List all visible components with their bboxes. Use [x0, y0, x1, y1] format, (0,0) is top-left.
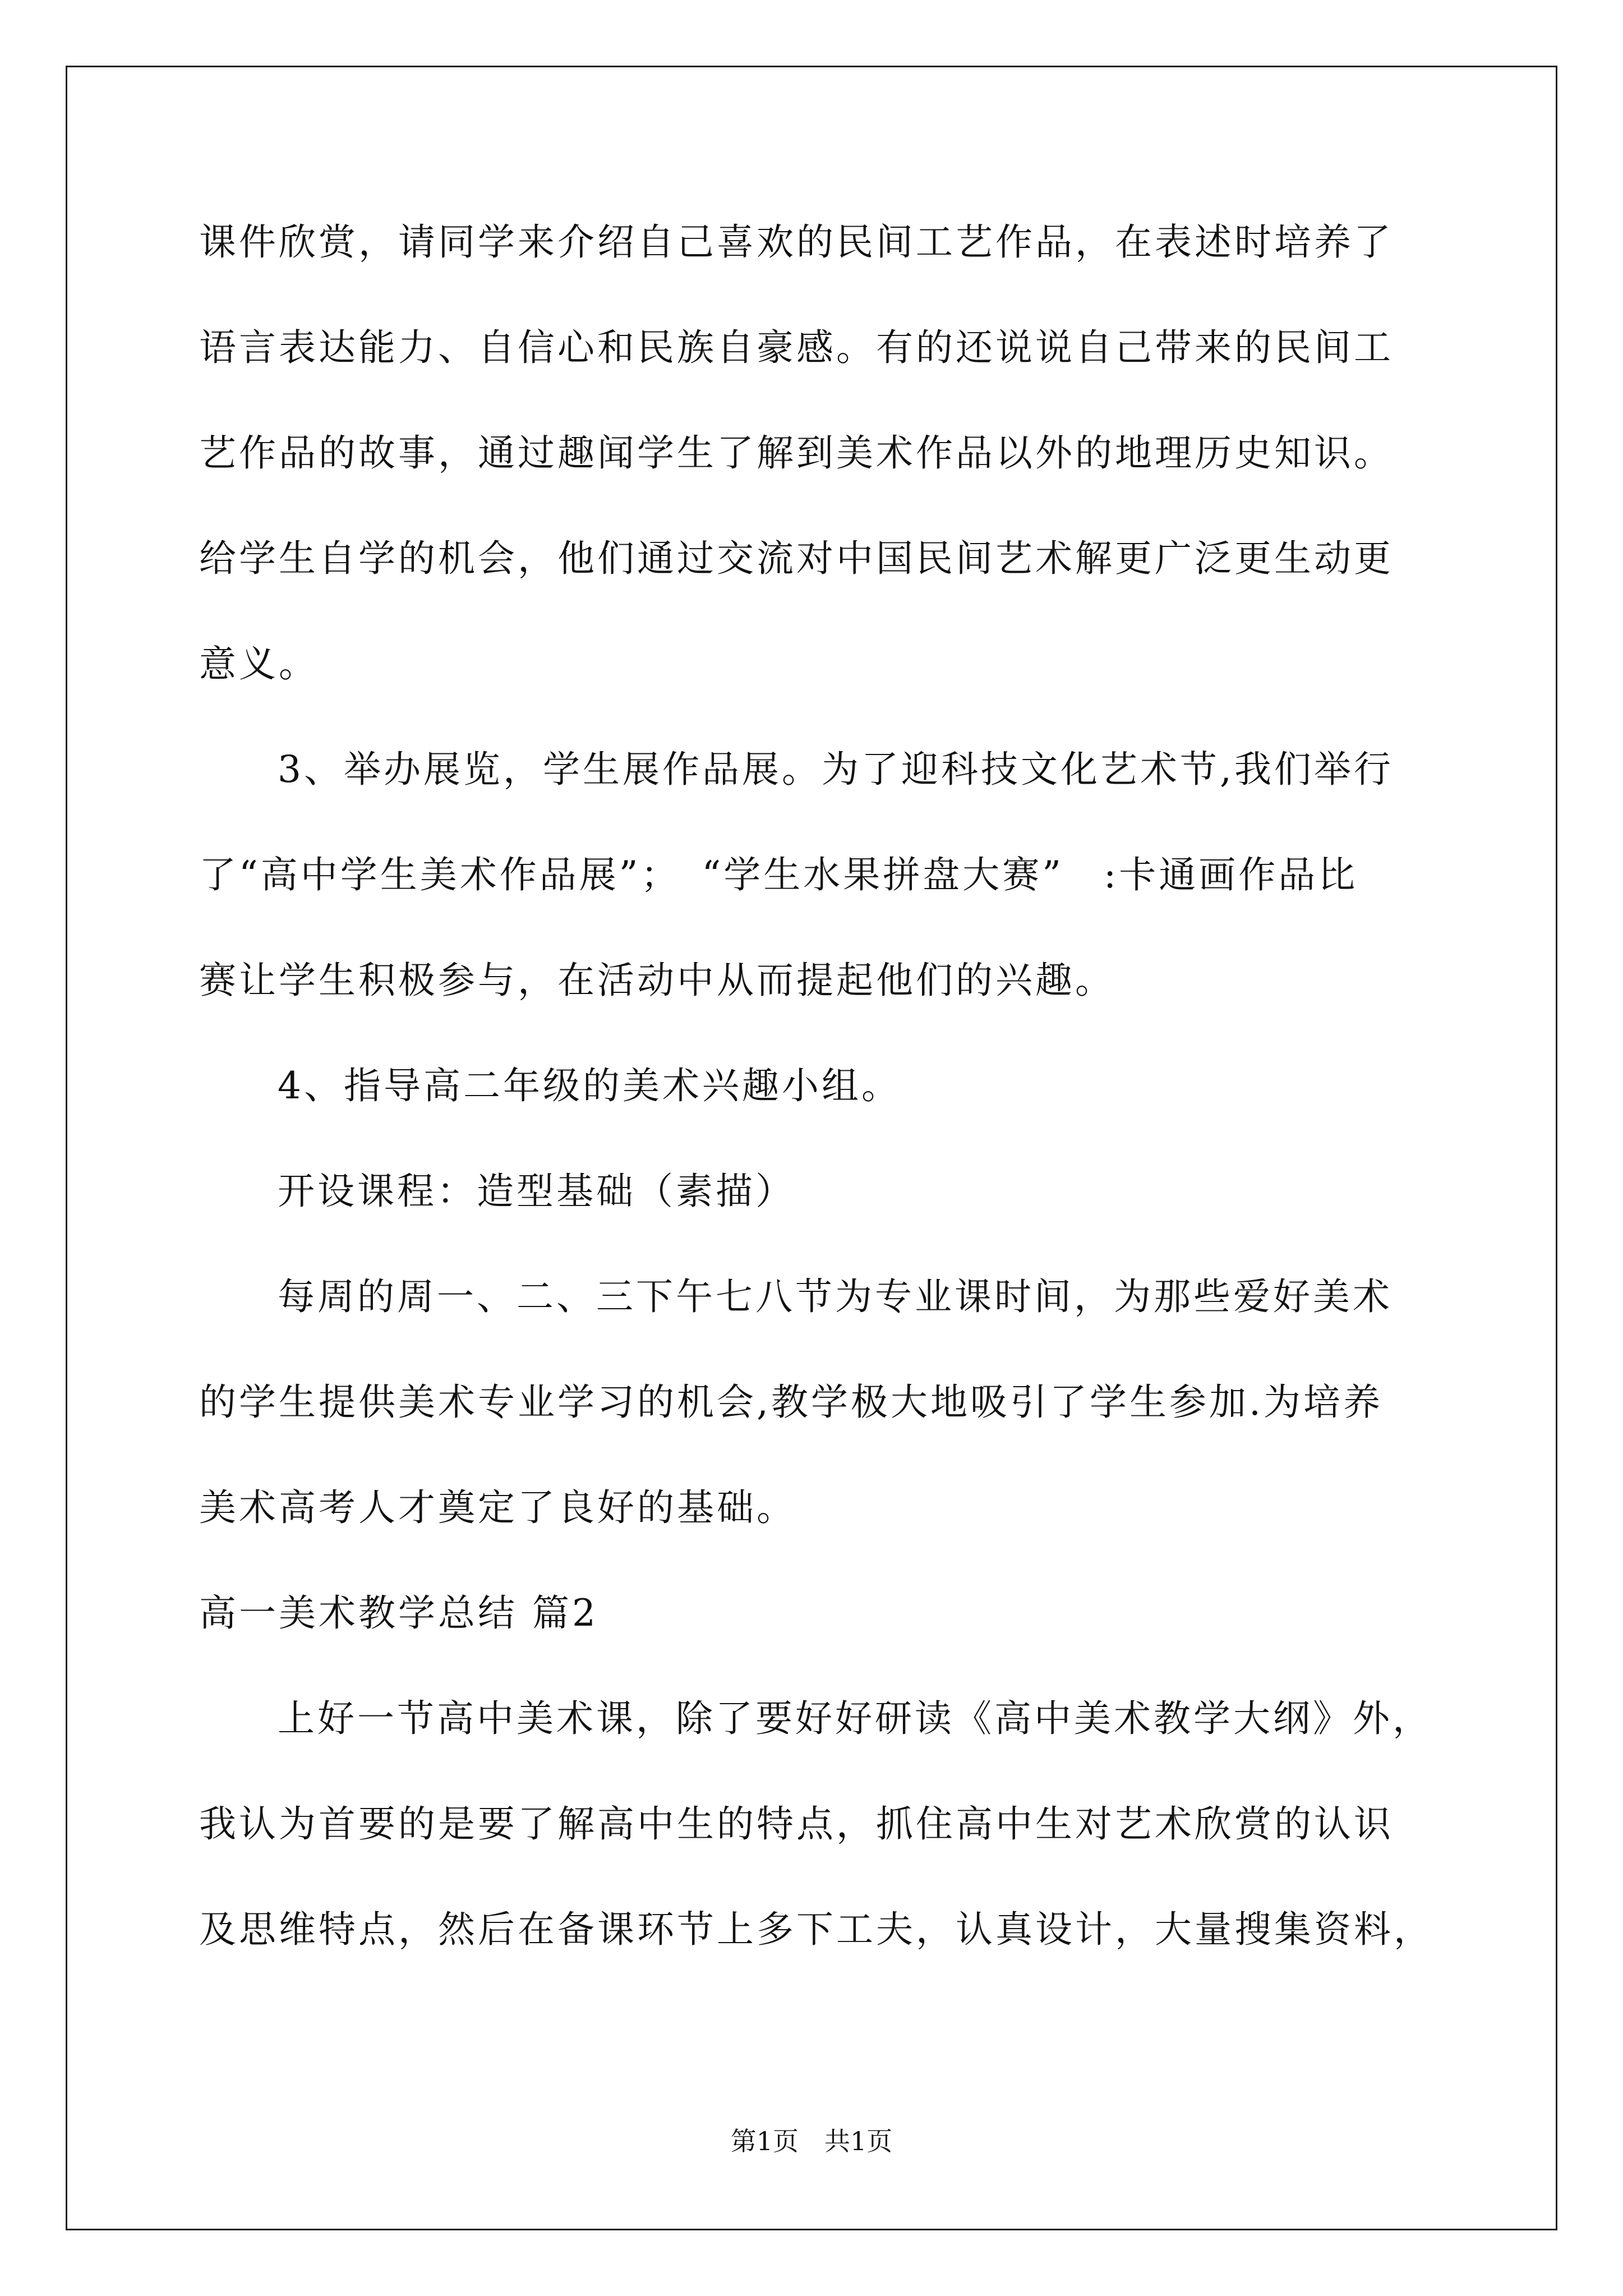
paragraph-line: 艺作品的故事，通过趣闻学生了解到美术作品以外的地理历史知识。	[199, 431, 1394, 475]
paragraph-line: 及思维特点，然后在备课环节上多下工夫，认真设计，大量搜集资料，	[199, 1908, 1433, 1951]
paragraph-line: 语言表达能力、自信心和民族自豪感。有的还说说自己带来的民间工	[199, 326, 1394, 369]
paragraph-line: 了“高中学生美术作品展”； “学生水果拼盘大赛” :卡通画作品比	[199, 853, 1358, 896]
paragraph-line: 美术高考人才奠定了良好的基础。	[199, 1486, 796, 1529]
paragraph-line: 开设课程：造型基础（素描）	[278, 1170, 795, 1213]
page-border	[66, 66, 1557, 2230]
paragraph-line: 意义。	[199, 642, 319, 685]
paragraph-line: 每周的周一、二、三下午七八节为专业课时间，为那些爱好美术	[278, 1275, 1393, 1318]
paragraph-line: 3、举办展览，学生展作品展。为了迎科技文化艺术节,我们举行	[278, 748, 1394, 791]
paragraph-line: 给学生自学的机会，他们通过交流对中国民间艺术解更广泛更生动更	[199, 537, 1394, 580]
page-footer: 第1页 共1页	[730, 2126, 893, 2156]
paragraph-line: 我认为首要的是要了解高中生的特点，抓住高中生对艺术欣赏的认识	[199, 1802, 1394, 1846]
paragraph-line: 的学生提供美术专业学习的机会,教学极大地吸引了学生参加.为培养	[199, 1381, 1383, 1424]
paragraph-line: 赛让学生积极参与，在活动中从而提起他们的兴趣。	[199, 959, 1115, 1002]
paragraph-line: 4、指导高二年级的美术兴趣小组。	[278, 1064, 901, 1107]
section-heading: 高一美术教学总结 篇2	[199, 1591, 598, 1635]
paragraph-line: 上好一节高中美术课，除了要好好研读《高中美术教学大纲》外，	[278, 1697, 1432, 1740]
paragraph-line: 课件欣赏，请同学来介绍自己喜欢的民间工艺作品，在表述时培养了	[199, 220, 1394, 264]
